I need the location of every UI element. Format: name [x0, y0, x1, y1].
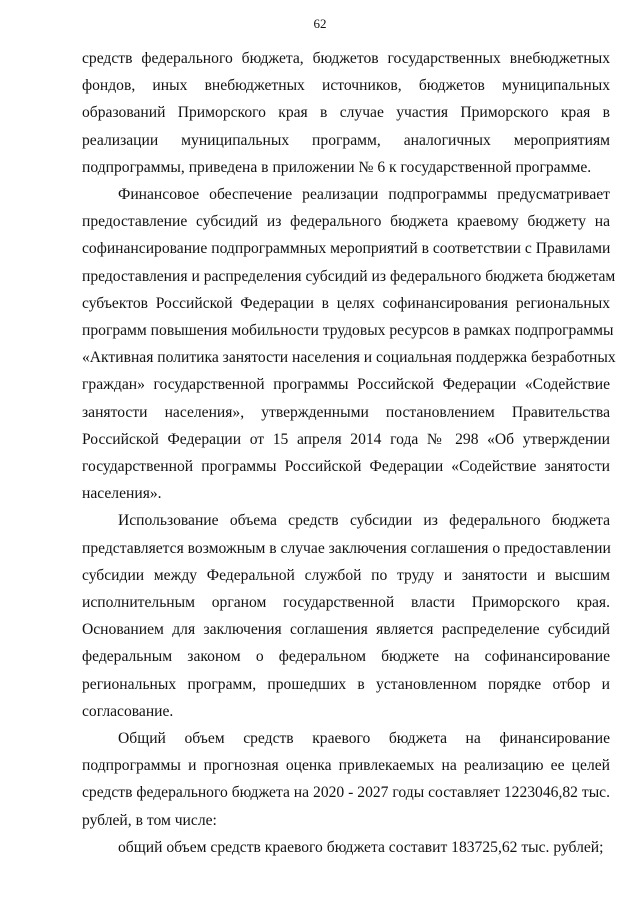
- text-line: представляется возможным в случае заключения соглашения о предоставлении: [82, 539, 611, 557]
- text-line: Финансовое обеспечение реализации подпрограммы предусматривает: [118, 186, 610, 204]
- text-line: подпрограммы, приведена в приложении № 6 к государственной программе.: [82, 158, 592, 176]
- text-line: субъектов Российской Федерации в целях софинансирования региональных: [82, 294, 610, 312]
- text-line: подпрограммы и прогнозная оценка привлекаемых на реализацию ее целей: [82, 757, 610, 775]
- text-line: Общий объем средств краевого бюджета на финансирование: [118, 730, 610, 748]
- page-number: 62: [313, 16, 327, 31]
- paragraph: [82, 834, 610, 861]
- text-line: средств федерального бюджета, бюджетов государственных внебюджетных: [82, 50, 610, 67]
- text-line: образований Приморского края в случае участия Приморского края в: [82, 104, 610, 122]
- text-line: софинансирование подпрограммных мероприятий в соответствии с Правилами: [82, 240, 611, 258]
- text-line: исполнительным органом государственной власти Приморского края.: [82, 594, 610, 612]
- paragraph: [82, 725, 610, 834]
- text-line: занятости населения», утвержденными постановлением Правительства: [82, 403, 610, 421]
- text-line: фондов, иных внебюджетных источников, бюджетов муниципальных: [82, 77, 610, 95]
- text-line: региональных программ, прошедших в установленном порядке отбор и: [82, 675, 610, 693]
- text-line: субсидии между Федеральной службой по труду и занятости и высшим: [82, 566, 610, 584]
- text-line: населения».: [82, 485, 162, 503]
- text-line: предоставление субсидий из федерального бюджета краевому бюджету на: [82, 213, 610, 231]
- text-line: согласование.: [82, 702, 174, 720]
- text-line: предоставления и распределения субсидий из федерального бюджета бюджетам: [82, 267, 616, 285]
- text-line: реализации муниципальных программ, аналогичных мероприятиям: [82, 131, 610, 149]
- text-line: средств федерального бюджета на 2020 - 2027 годы составляет 1223046,82 тыс.: [82, 784, 610, 802]
- paragraph: [82, 181, 616, 507]
- paragraph: [82, 45, 610, 181]
- text-line: общий объем средств краевого бюджета составит 183725,62 тыс. рублей;: [118, 838, 604, 856]
- text-line: государственной программы Российской Федерации «Содействие занятости: [82, 458, 610, 476]
- text-line: Основанием для заключения соглашения является распределение субсидий: [82, 621, 610, 639]
- document-body: [82, 45, 616, 861]
- text-line: «Активная политика занятости населения и социальная поддержка безработных: [82, 349, 616, 367]
- text-line: рублей, в том числе:: [82, 811, 217, 829]
- paragraph: [82, 507, 610, 725]
- text-line: Российской Федерации от 15 апреля 2014 года № 298 «Об утверждении: [82, 430, 610, 448]
- text-line: федеральным законом о федеральном бюджете на софинансирование: [82, 648, 610, 666]
- text-line: граждан» государственной программы Российской Федерации «Содействие: [82, 376, 610, 394]
- text-line: программ повышения мобильности трудовых ресурсов в рамках подпрограммы: [82, 322, 614, 340]
- text-line: Использование объема средств субсидии из федерального бюджета: [118, 512, 610, 530]
